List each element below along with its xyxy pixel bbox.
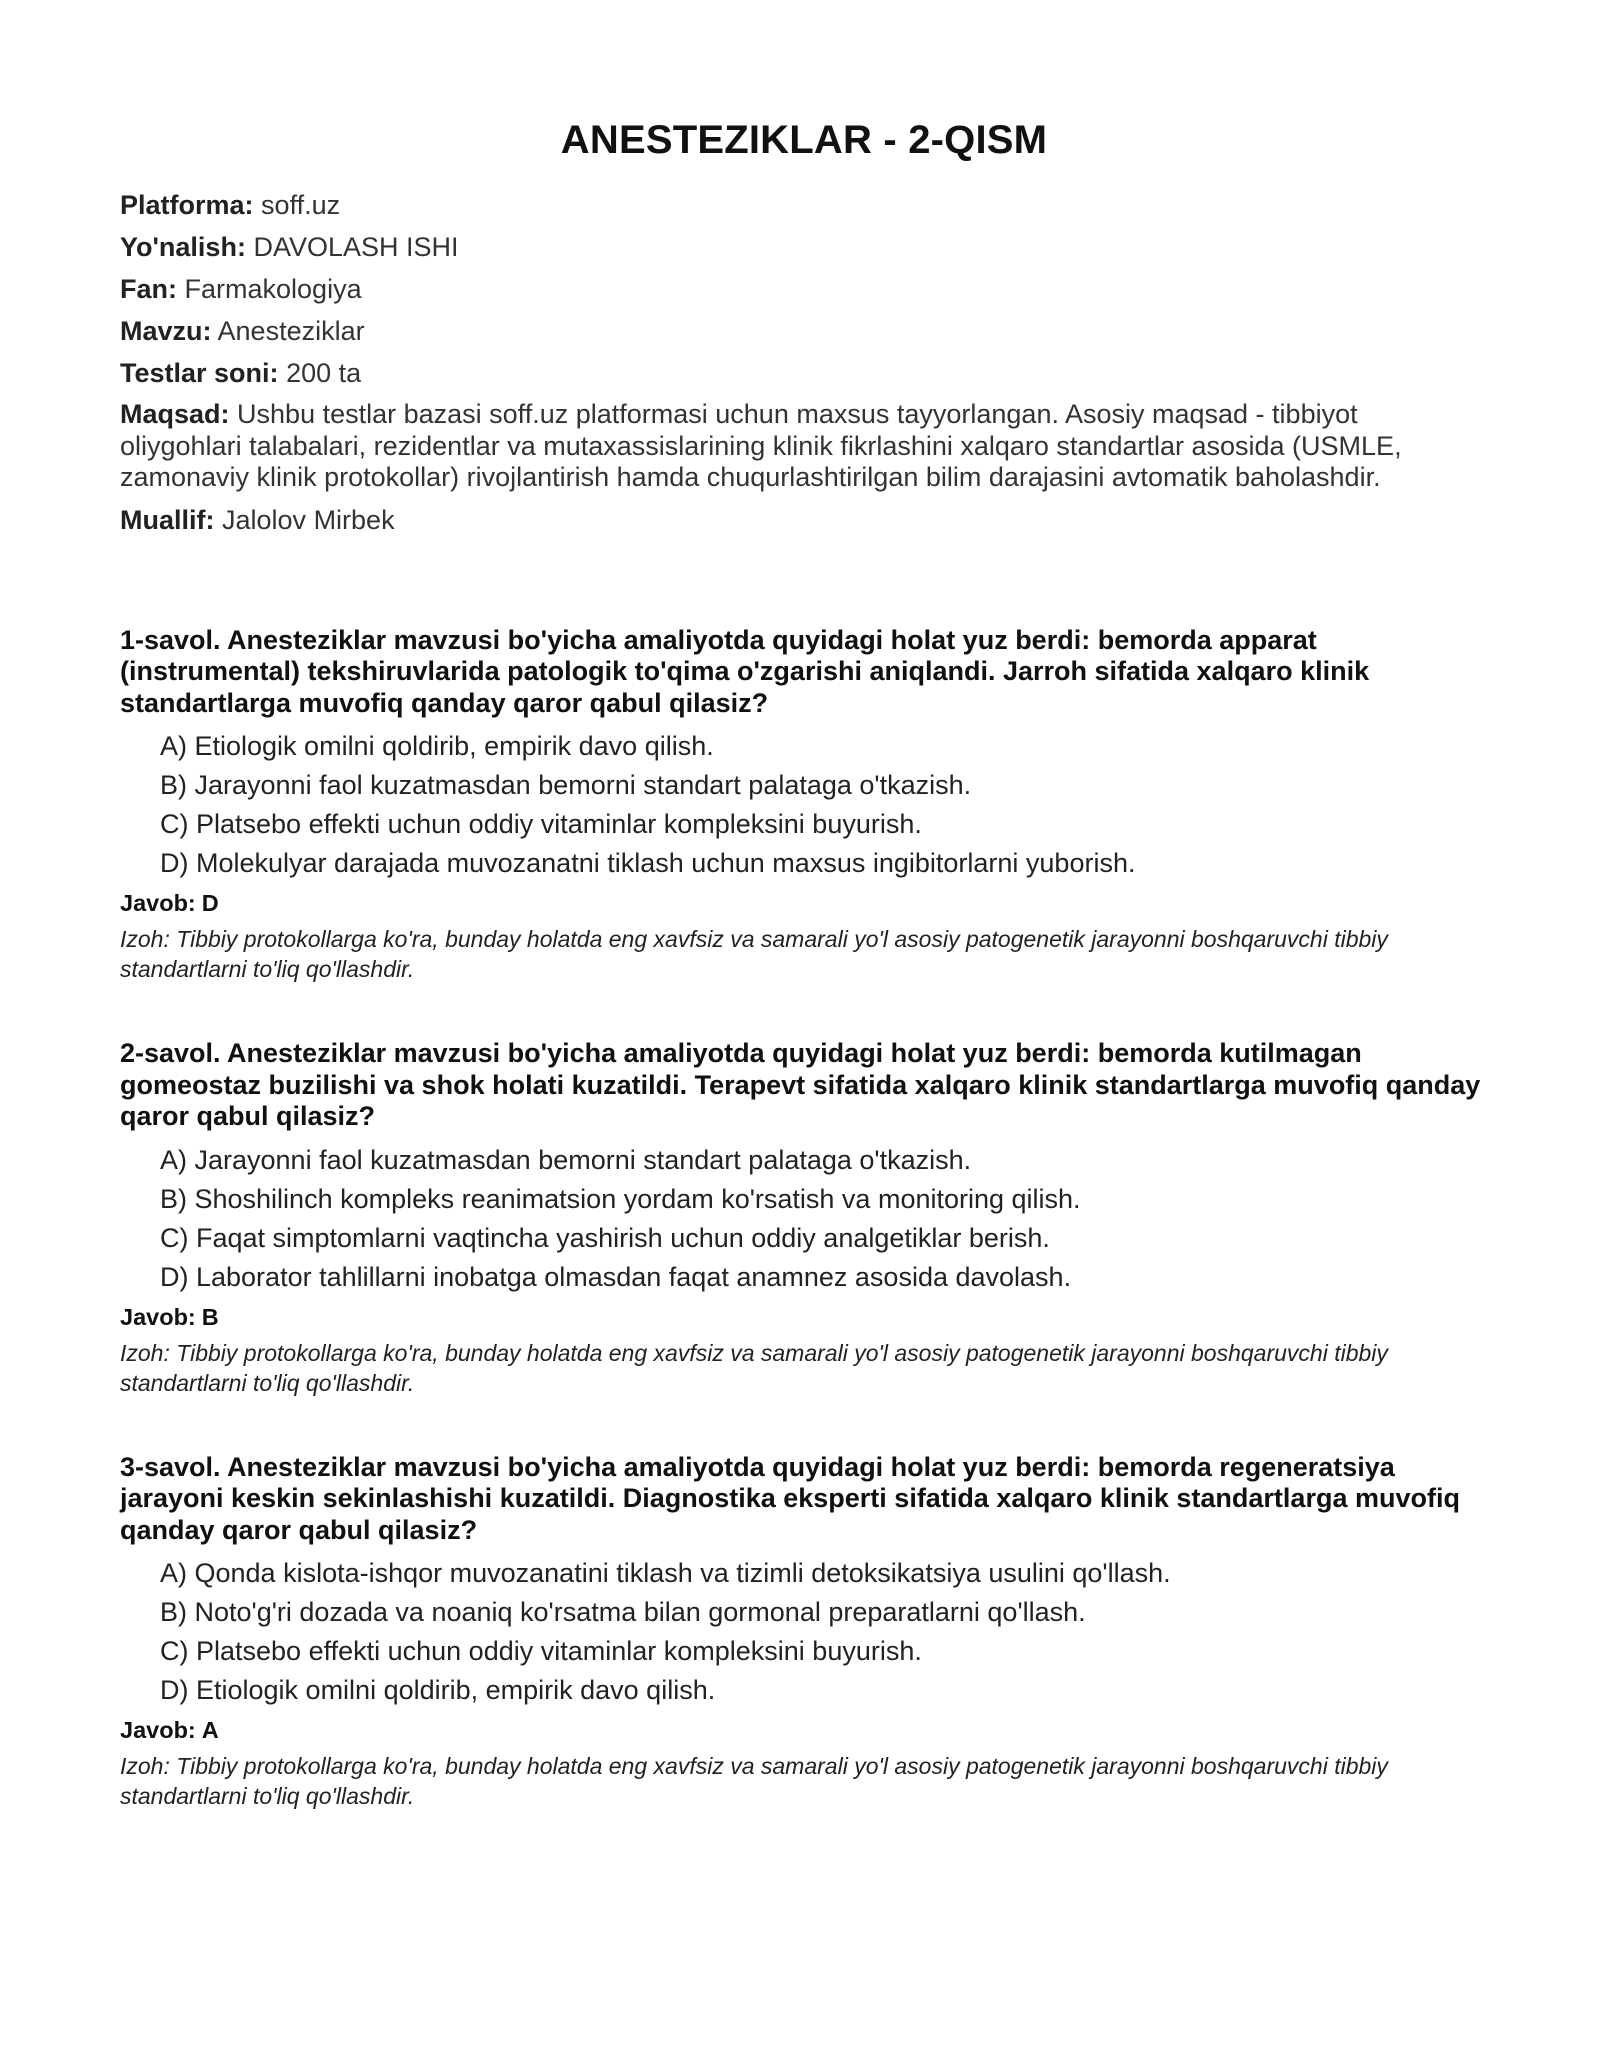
meta-maqsad-value: Ushbu testlar bazasi soff.uz platformasi uchun maxsus tayyorlangan. Asosiy maqsad - tibbiyot oliygohlari talabalari, rezidentlar va mutaxassislarining klinik fikrlashini xalqaro standartlar asosida (USMLE, zamonaviy klinik protokollar) rivojlantirish hamda chuqurlashtirilgan bilim darajasini avtomatik baholashdir.	[120, 399, 1402, 492]
meta-yonalish-value: DAVOLASH ISHI	[253, 232, 459, 262]
option-d[interactable]: D) Molekulyar darajada muvozanatni tiklash uchun maxsus ingibitorlarni yuborish.	[160, 848, 1136, 878]
option-c[interactable]: C) Platsebo effekti uchun oddiy vitaminlar kompleksini buyurish.	[160, 809, 922, 839]
option-a[interactable]: A) Qonda kislota-ishqor muvozanatini tiklash va tizimli detoksikatsiya usulini qo'llash.	[160, 1558, 1171, 1588]
meta-yonalish-label: Yo'nalish:	[120, 232, 246, 262]
answer-label: Javob:	[120, 890, 196, 916]
meta-muallif	[120, 504, 1482, 536]
meta-mavzu	[120, 315, 1482, 347]
option-list	[120, 731, 1482, 878]
answer-label: Javob:	[120, 1303, 196, 1330]
option-b[interactable]: B) Jarayonni faol kuzatmasdan bemorni standart palataga o'tkazish.	[160, 770, 972, 800]
option-a[interactable]: A) Etiologik omilni qoldirib, empirik davo qilish.	[160, 731, 714, 761]
explanation-note: Izoh: Tibbiy protokollarga ko'ra, bunday holatda eng xavfsiz va samarali yo'l asosiy patogenetik jarayonni boshqaruvchi tibbiy standartlarni to'liq qo'llashdir.	[120, 1753, 1388, 1809]
option-list	[120, 1145, 1482, 1292]
answer-line	[120, 1715, 1482, 1745]
meta-platforma-value: soff.uz	[261, 190, 341, 220]
explanation-note: Izoh: Tibbiy protokollarga ko'ra, bunday holatda eng xavfsiz va samarali yo'l asosiy patogenetik jarayonni boshqaruvchi tibbiy standartlarni to'liq qo'llashdir.	[120, 1339, 1388, 1396]
question-text: 2-savol. Anesteziklar mavzusi bo'yicha amaliyotda quyidagi holat yuz berdi: bemorda kutilmagan gomeostaz buzilishi va shok holati kuzatildi. Terapevt sifatida xalqaro klinik standartlarga muvofiq qanday qaror qabul qilasiz?	[120, 1038, 1481, 1131]
question-block-2	[120, 1038, 1482, 1398]
meta-fan-label: Fan:	[120, 274, 177, 304]
question-text: 3-savol. Anesteziklar mavzusi bo'yicha amaliyotda quyidagi holat yuz berdi: bemorda regeneratsiya jarayoni keskin sekinlashishi kuzatildi. Diagnostika eksperti sifatida xalqaro klinik standartlarga muvofiq qanday qaror qabul qilasiz?	[120, 1451, 1460, 1545]
option-b[interactable]: B) Noto'g'ri dozada va noaniq ko'rsatma bilan gormonal preparatlarni qo'llash.	[160, 1597, 1086, 1627]
option-list	[120, 1558, 1482, 1705]
option-d[interactable]: D) Laborator tahlillarni inobatga olmasdan faqat anamnez asosida davolash.	[160, 1261, 1072, 1292]
meta-maqsad-label: Maqsad:	[120, 399, 230, 429]
option-c[interactable]: C) Platsebo effekti uchun oddiy vitaminlar kompleksini buyurish.	[160, 1636, 922, 1666]
meta-testlar-soni-label: Testlar soni:	[120, 358, 279, 388]
meta-fan-value: Farmakologiya	[184, 274, 362, 304]
question-block-1	[120, 625, 1482, 985]
page-title: ANESTEZIKLAR - 2-QISM	[560, 118, 1048, 162]
question-text: 1-savol. Anesteziklar mavzusi bo'yicha amaliyotda quyidagi holat yuz berdi: bemorda apparat (instrumental) tekshiruvlarida patologik to'qima o'zgarishi aniqlandi. Jarroh sifatida xalqaro klinik standartlarga muvofiq qanday qaror qabul qilasiz?	[120, 624, 1370, 718]
option-c[interactable]: C) Faqat simptomlarni vaqtincha yashirish uchun oddiy analgetiklar berish.	[160, 1222, 1050, 1253]
option-a[interactable]: A) Jarayonni faol kuzatmasdan bemorni standart palataga o'tkazish.	[160, 1144, 972, 1175]
meta-yonalish	[120, 231, 1482, 263]
option-d[interactable]: D) Etiologik omilni qoldirib, empirik davo qilish.	[160, 1675, 716, 1705]
meta-testlar-soni-value: 200 ta	[286, 358, 362, 388]
answer-label: Javob:	[120, 1717, 196, 1743]
answer-line	[120, 888, 1482, 918]
answer-value: B	[201, 1303, 219, 1330]
answer-value: A	[201, 1717, 219, 1743]
meta-fan	[120, 273, 1482, 305]
explanation-note: Izoh: Tibbiy protokollarga ko'ra, bunday holatda eng xavfsiz va samarali yo'l asosiy patogenetik jarayonni boshqaruvchi tibbiy standartlarni to'liq qo'llashdir.	[120, 926, 1388, 982]
answer-line	[120, 1302, 1482, 1332]
meta-platforma	[120, 189, 1482, 221]
meta-mavzu-value: Anesteziklar	[217, 316, 365, 346]
meta-muallif-value: Jalolov Mirbek	[222, 504, 395, 535]
question-block-3	[120, 1452, 1482, 1812]
option-b[interactable]: B) Shoshilinch kompleks reanimatsion yordam ko'rsatish va monitoring qilish.	[160, 1183, 1081, 1214]
meta-platforma-label: Platforma:	[120, 190, 254, 220]
meta-maqsad	[120, 399, 1482, 494]
answer-value: D	[201, 890, 219, 916]
meta-testlar-soni	[120, 357, 1482, 389]
meta-muallif-label: Muallif:	[120, 504, 215, 535]
meta-mavzu-label: Mavzu:	[120, 316, 212, 346]
